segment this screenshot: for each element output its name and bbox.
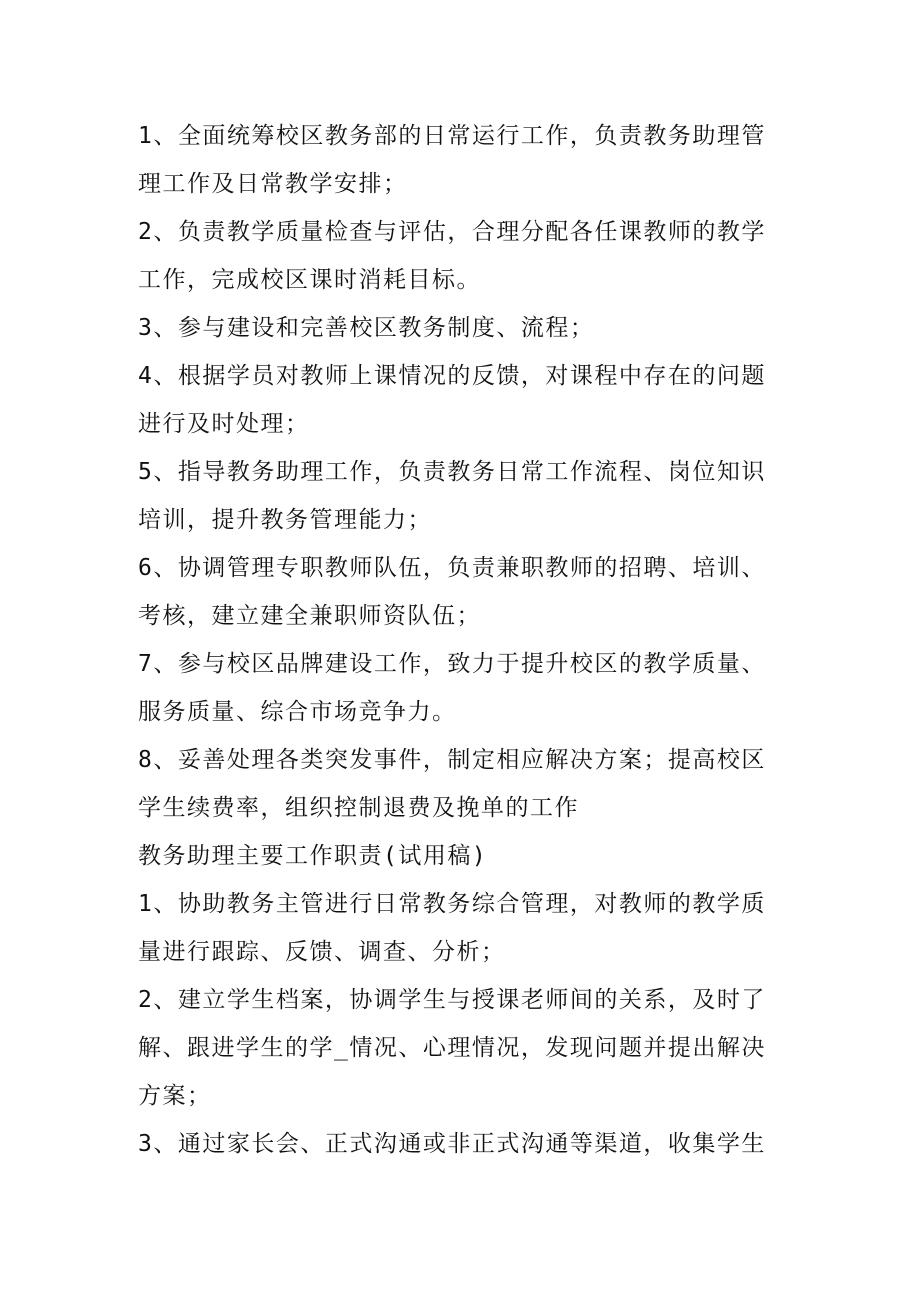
paragraph-10: 2、建立学生档案，协调学生与授课老师间的关系，及时了解、跟进学生的学_情况、心理情况，发现问题并提出解决方案； (138, 987, 766, 1109)
document-body (138, 112, 788, 1168)
paragraph-3: 3、参与建设和完善校区教务制度、流程； (138, 315, 595, 341)
paragraph-9: 1、协助教务主管进行日常教务综合管理，对教师的教学质量进行跟踪、反馈、调查、分析； (138, 891, 766, 965)
paragraph-4: 4、根据学员对教师上课情况的反馈，对课程中存在的问题进行及时处理； (138, 363, 766, 437)
paragraph-8: 8、妥善处理各类突发事件，制定相应解决方案；提高校区学生续费率，组织控制退费及挽单的工作 (138, 747, 766, 821)
paragraph-1: 1、全面统筹校区教务部的日常运行工作，负责教务助理管理工作及日常教学安排； (138, 123, 766, 197)
paragraph-7: 7、参与校区品牌建设工作，致力于提升校区的教学质量、服务质量、综合市场竞争力。 (138, 651, 766, 725)
section-heading: 教务助理主要工作职责(试用稿) (138, 843, 488, 869)
paragraph-2: 2、负责教学质量检查与评估，合理分配各任课教师的教学工作，完成校区课时消耗目标。 (138, 219, 766, 293)
paragraph-11: 3、通过家长会、正式沟通或非正式沟通等渠道，收集学生 (138, 1131, 766, 1157)
paragraph-5: 5、指导教务助理工作，负责教务日常工作流程、岗位知识培训，提升教务管理能力； (138, 459, 766, 533)
paragraph-6: 6、协调管理专职教师队伍，负责兼职教师的招聘、培训、考核，建立建全兼职师资队伍； (138, 555, 766, 629)
